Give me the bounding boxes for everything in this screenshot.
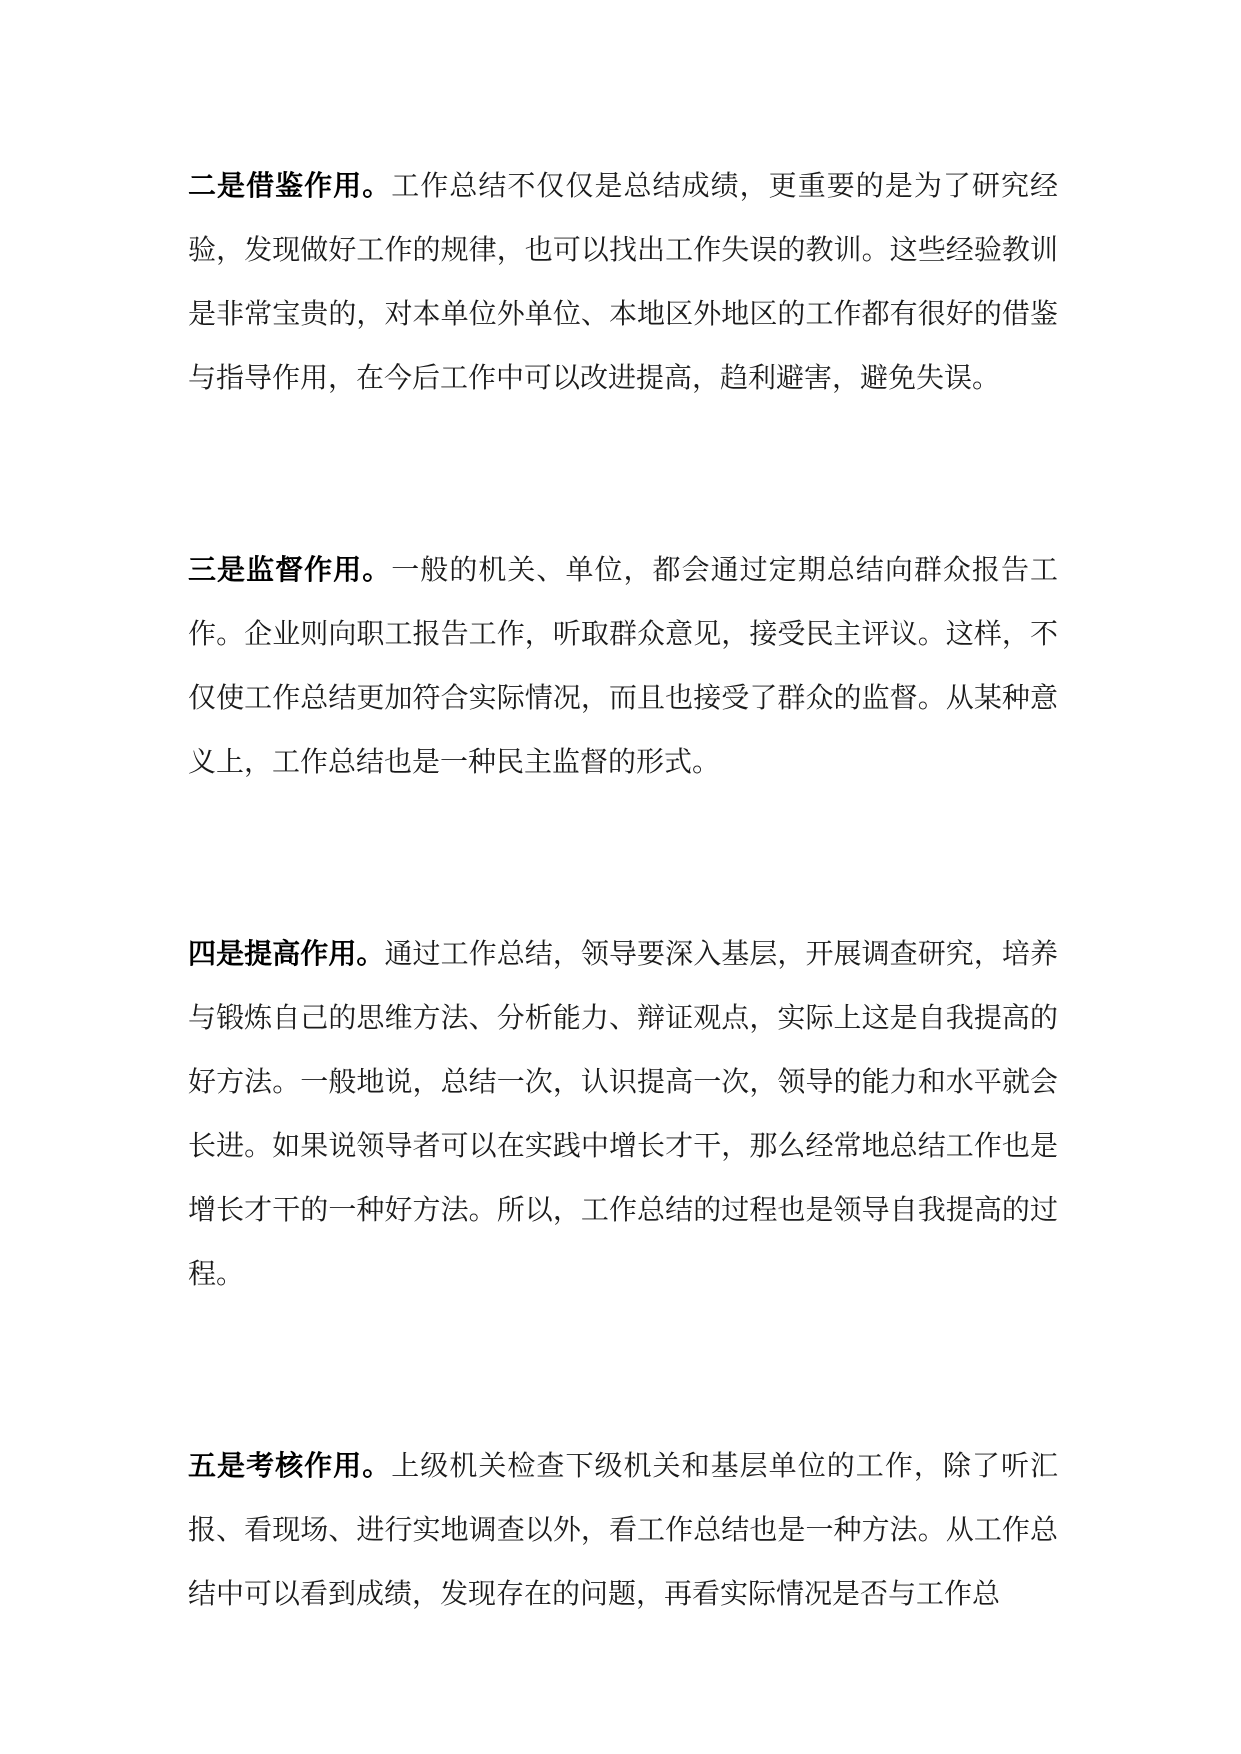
document-body (188, 154, 1058, 1754)
paragraph-text: 工作总结不仅仅是总结成绩，更重要的是为了研究经验，发现做好工作的规律，也可以找出工作失误的教训。这些经验教训是非常宝贵的，对本单位外单位、本地区外地区的工作都有很好的借鉴与指导作用，在今后工作中可以改进提高，趋利避害，避免失误。 (188, 169, 1058, 394)
paragraph-text: 一般的机关、单位，都会通过定期总结向群众报告工作。企业则向职工报告工作，听取群众意见，接受民主评议。这样，不仅使工作总结更加符合实际情况，而且也接受了群众的监督。从某种意义上，工作总结也是一种民主监督的形式。 (188, 553, 1058, 778)
paragraph-heading: 五是考核作用。 (188, 1449, 392, 1482)
paragraph-heading: 四是提高作用。 (188, 937, 385, 970)
paragraph-text: 通过工作总结，领导要深入基层，开展调查研究，培养与锻炼自己的思维方法、分析能力、辩证观点，实际上这是自我提高的好方法。一般地说，总结一次，认识提高一次，领导的能力和水平就会长进。如果说领导者可以在实践中增长才干，那么经常地总结工作也是增长才干的一种好方法。所以，工作总结的过程也是领导自我提高的过程。 (188, 937, 1058, 1290)
paragraph-heading: 二是借鉴作用。 (188, 169, 392, 202)
paragraph-text: 上级机关检查下级机关和基层单位的工作，除了听汇报、看现场、进行实地调查以外，看工作总结也是一种方法。从工作总结中可以看到成绩，发现存在的问题，再看实际情况是否与工作总 (188, 1449, 1058, 1610)
paragraph-heading: 三是监督作用。 (188, 553, 392, 586)
paragraph-supervision (188, 538, 1058, 794)
paragraph-improvement (188, 922, 1058, 1306)
paragraph-borrowing (188, 154, 1058, 410)
paragraph-assessment (188, 1434, 1058, 1626)
